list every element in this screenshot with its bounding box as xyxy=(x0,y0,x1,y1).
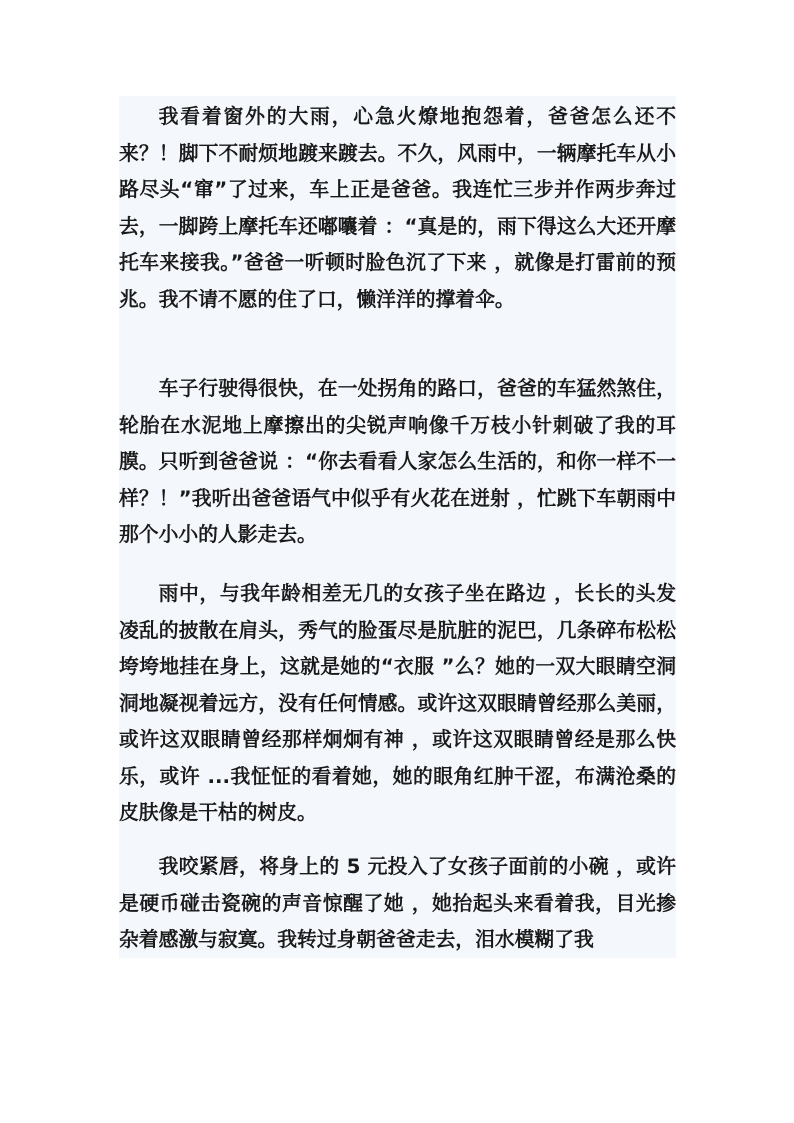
paragraph-2: 车子行驶得很快，在一处拐角的路口，爸爸的车猛然煞住，轮胎在水泥地上摩擦出的尖锐声响像千万枝小针刺破了我的耳膜。只听到爸爸说 ：“你去看看人家怎么生活的，和你一样不一样？！”我听出爸爸语气中似乎有火花在迸射 ，忙跳下车朝雨中那个小小的人影走去。 xyxy=(119,377,676,546)
paragraph-4: 我咬紧唇，将身上的 5 元投入了女孩子面前的小碗 ，或许是硬币碰击瓷碗的声音惊醒了她 ，她抬起头来看着我，目光掺杂着感激与寂寞。我转过身朝爸爸走去，泪水模糊了我 xyxy=(119,855,676,951)
paragraph-1: 我看着窗外的大雨，心急火燎地抱怨着，爸爸怎么还不来？！脚下不耐烦地踱来踱去。不久，风雨中，一辆摩托车从小路尽头“窜”了过来，车上正是爸爸。我连忙三步并作两步奔过去，一脚跨上摩托车还嘟囔着 ：“真是的，雨下得这么大还开摩托车来接我。”爸爸一听顿时脸色沉了下来 ，就像是打雷前的预兆。我不请不愿的住了口，懒洋洋的撑着伞。 xyxy=(119,105,676,311)
paragraph-3: 雨中，与我年龄相差无几的女孩子坐在路边 ，长长的头发凌乱的披散在肩头，秀气的脸蛋尽是肮脏的泥巴，几条碎布松松垮垮地挂在身上，这就是她的“衣服 ”么？她的一双大眼睛空洞洞地凝视着远方，没有任何情感。或许这双眼睛曾经那么美丽，或许这双眼睛曾经那样炯炯有神 ，或许这双眼睛曾经是那么快乐，或许 ...我怔怔的看着她，她的眼角红肿干涩，布满沧桑的皮肤像是干枯的树皮。 xyxy=(119,582,676,824)
text-block xyxy=(119,96,676,958)
